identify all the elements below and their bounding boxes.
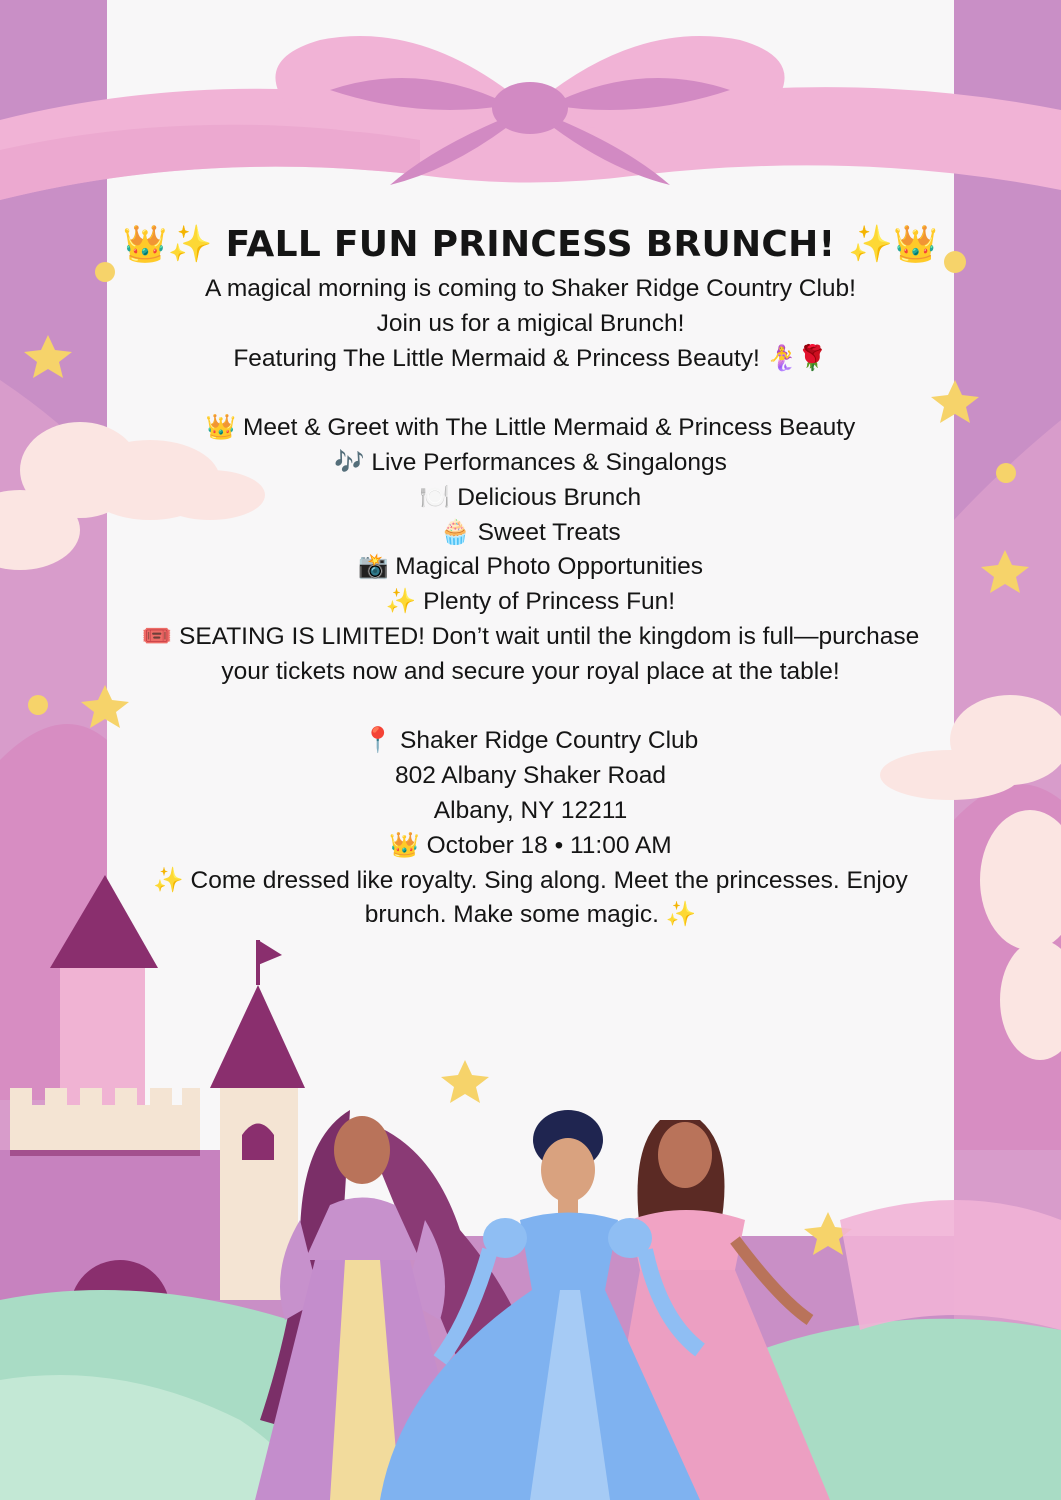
flyer-text: [107, 222, 954, 933]
venue-city: Albany, NY 12211: [433, 796, 628, 824]
feature-item: 🍽️ Delicious Brunch: [419, 483, 642, 511]
spacer: [107, 690, 954, 725]
seating-notice: your tickets now and secure your royal place at the table!: [221, 657, 840, 685]
closing-line: ✨ Come dressed like royalty. Sing along. Meet the princesses. Enjoy: [153, 866, 908, 894]
venue-name: 📍 Shaker Ridge Country Club: [362, 727, 699, 755]
intro-line: Join us for a migical Brunch!: [376, 309, 685, 337]
feature-item: 👑 Meet & Greet with The Little Mermaid & Princess Beauty: [205, 414, 856, 442]
feature-item: ✨ Plenty of Princess Fun!: [385, 588, 676, 616]
page-title: 👑✨ FALL FUN PRINCESS BRUNCH! ✨👑: [122, 224, 939, 265]
castle-illustration: [0, 875, 305, 1360]
spacer: [107, 376, 954, 411]
feature-item: 🧁 Sweet Treats: [440, 518, 621, 546]
seating-notice: 🎟️ SEATING IS LIMITED! Don’t wait until the kingdom is full—purchase: [141, 622, 920, 650]
event-date-time: 👑 October 18 • 11:00 AM: [389, 831, 672, 859]
intro-line: A magical morning is coming to Shaker Ridge Country Club!: [205, 275, 856, 302]
feature-item: 🎶 Live Performances & Singalongs: [334, 448, 727, 476]
intro-line: Featuring The Little Mermaid & Princess Beauty! 🧜‍♀️🌹: [233, 344, 828, 372]
closing-line: brunch. Make some magic. ✨: [364, 901, 697, 929]
feature-item: 📸 Magical Photo Opportunities: [357, 553, 704, 581]
venue-street: 802 Albany Shaker Road: [394, 762, 667, 790]
